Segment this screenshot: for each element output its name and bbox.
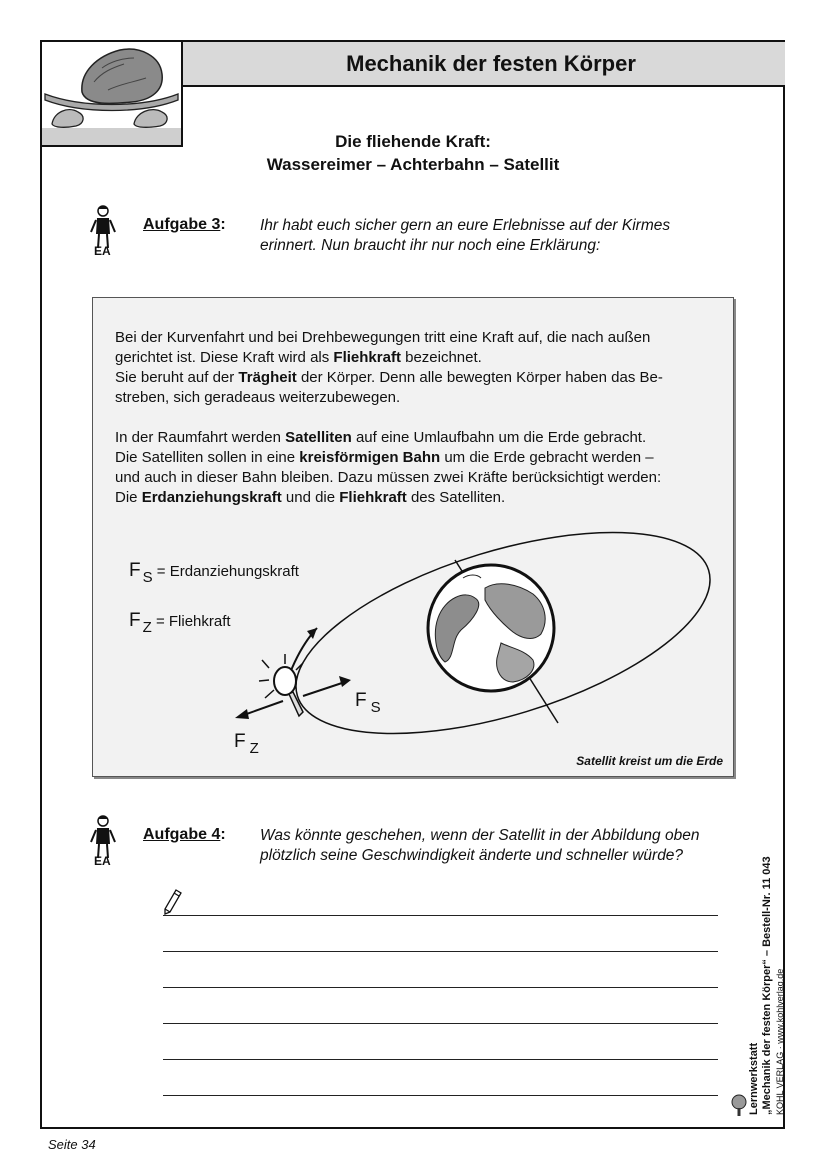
diagram-caption: Satellit kreist um die Erde — [576, 754, 723, 768]
aufgabe-label: Aufgabe 4: — [143, 826, 226, 843]
aufgabe-3 — [85, 198, 735, 258]
header-illustration — [40, 40, 183, 147]
pencil-icon — [163, 888, 183, 916]
paragraph-satelliten: In der Raumfahrt werden Satelliten auf eine Umlaufbahn um die Erde gebracht. Die Satelliten sollen in eine kreisförmigen Bahn um die Erde gebracht werden – und auch in dieser Bahn bleiben. Dazu müssen zwei Kräfte berücksichtigt werden: Die Erdanziehungskraft und die Fliehkraft des Satelliten. — [115, 429, 662, 506]
answer-line[interactable] — [163, 1095, 718, 1096]
aufgabe-4 — [85, 808, 735, 868]
paragraph-fliehkraft: Bei der Kurvenfahrt und bei Drehbewegungen tritt eine Kraft auf, die nach außen gerichtet ist. Diese Kraft wird als Fliehkraft bezeichnet. Sie beruht auf der Trägheit der Körper. Denn alle bewegten Körper haben das Be- streben, sich geradeaus weiterzubewegen. — [115, 329, 663, 406]
answer-line[interactable] — [163, 987, 718, 988]
arrow-label-fz: F $_Z$ — [234, 731, 259, 757]
ea-badge: EA — [94, 244, 111, 258]
publisher-tree-icon — [730, 1094, 748, 1118]
answer-line[interactable] — [163, 915, 718, 916]
satellite-orbit-diagram — [93, 298, 733, 776]
arrow-label-fs: F $_S$ — [355, 690, 381, 716]
answer-line[interactable] — [163, 1023, 718, 1024]
subtitle-line1: Die fliehende Kraft: — [335, 132, 491, 151]
answer-line[interactable] — [163, 951, 718, 952]
answer-line[interactable] — [163, 1059, 718, 1060]
ea-badge: EA — [94, 854, 111, 868]
aufgabe-label: Aufgabe 3: — [143, 216, 226, 233]
info-box — [92, 297, 734, 777]
legend-fz: F Z = Fliehkraft — [129, 610, 231, 636]
page-title: Mechanik der festen Körper — [346, 50, 636, 76]
sidebar-vertical: Lernwerkstatt „Mechanik der festen Körper“ – Bestell-Nr. 11 043 KOHL VERLAG · www.kohlverlag.de — [748, 856, 785, 1115]
page-number: Seite 34 — [48, 1137, 96, 1152]
header-bar — [183, 40, 785, 87]
aufgabe-text: Ihr habt euch sicher gern an eure Erlebnisse auf der Kirmes erinnert. Nun braucht ihr nur noch eine Erklärung: — [260, 217, 671, 254]
legend-fs: F S = Erdanziehungskraft — [129, 560, 299, 586]
rock-balance-icon — [42, 42, 181, 145]
subtitle-line2: Wassereimer – Achterbahn – Satellit — [266, 155, 560, 174]
aufgabe-text: Was könnte geschehen, wenn der Satellit in der Abbildung oben plötzlich seine Geschwindigkeit änderte und schneller würde? — [260, 827, 700, 864]
